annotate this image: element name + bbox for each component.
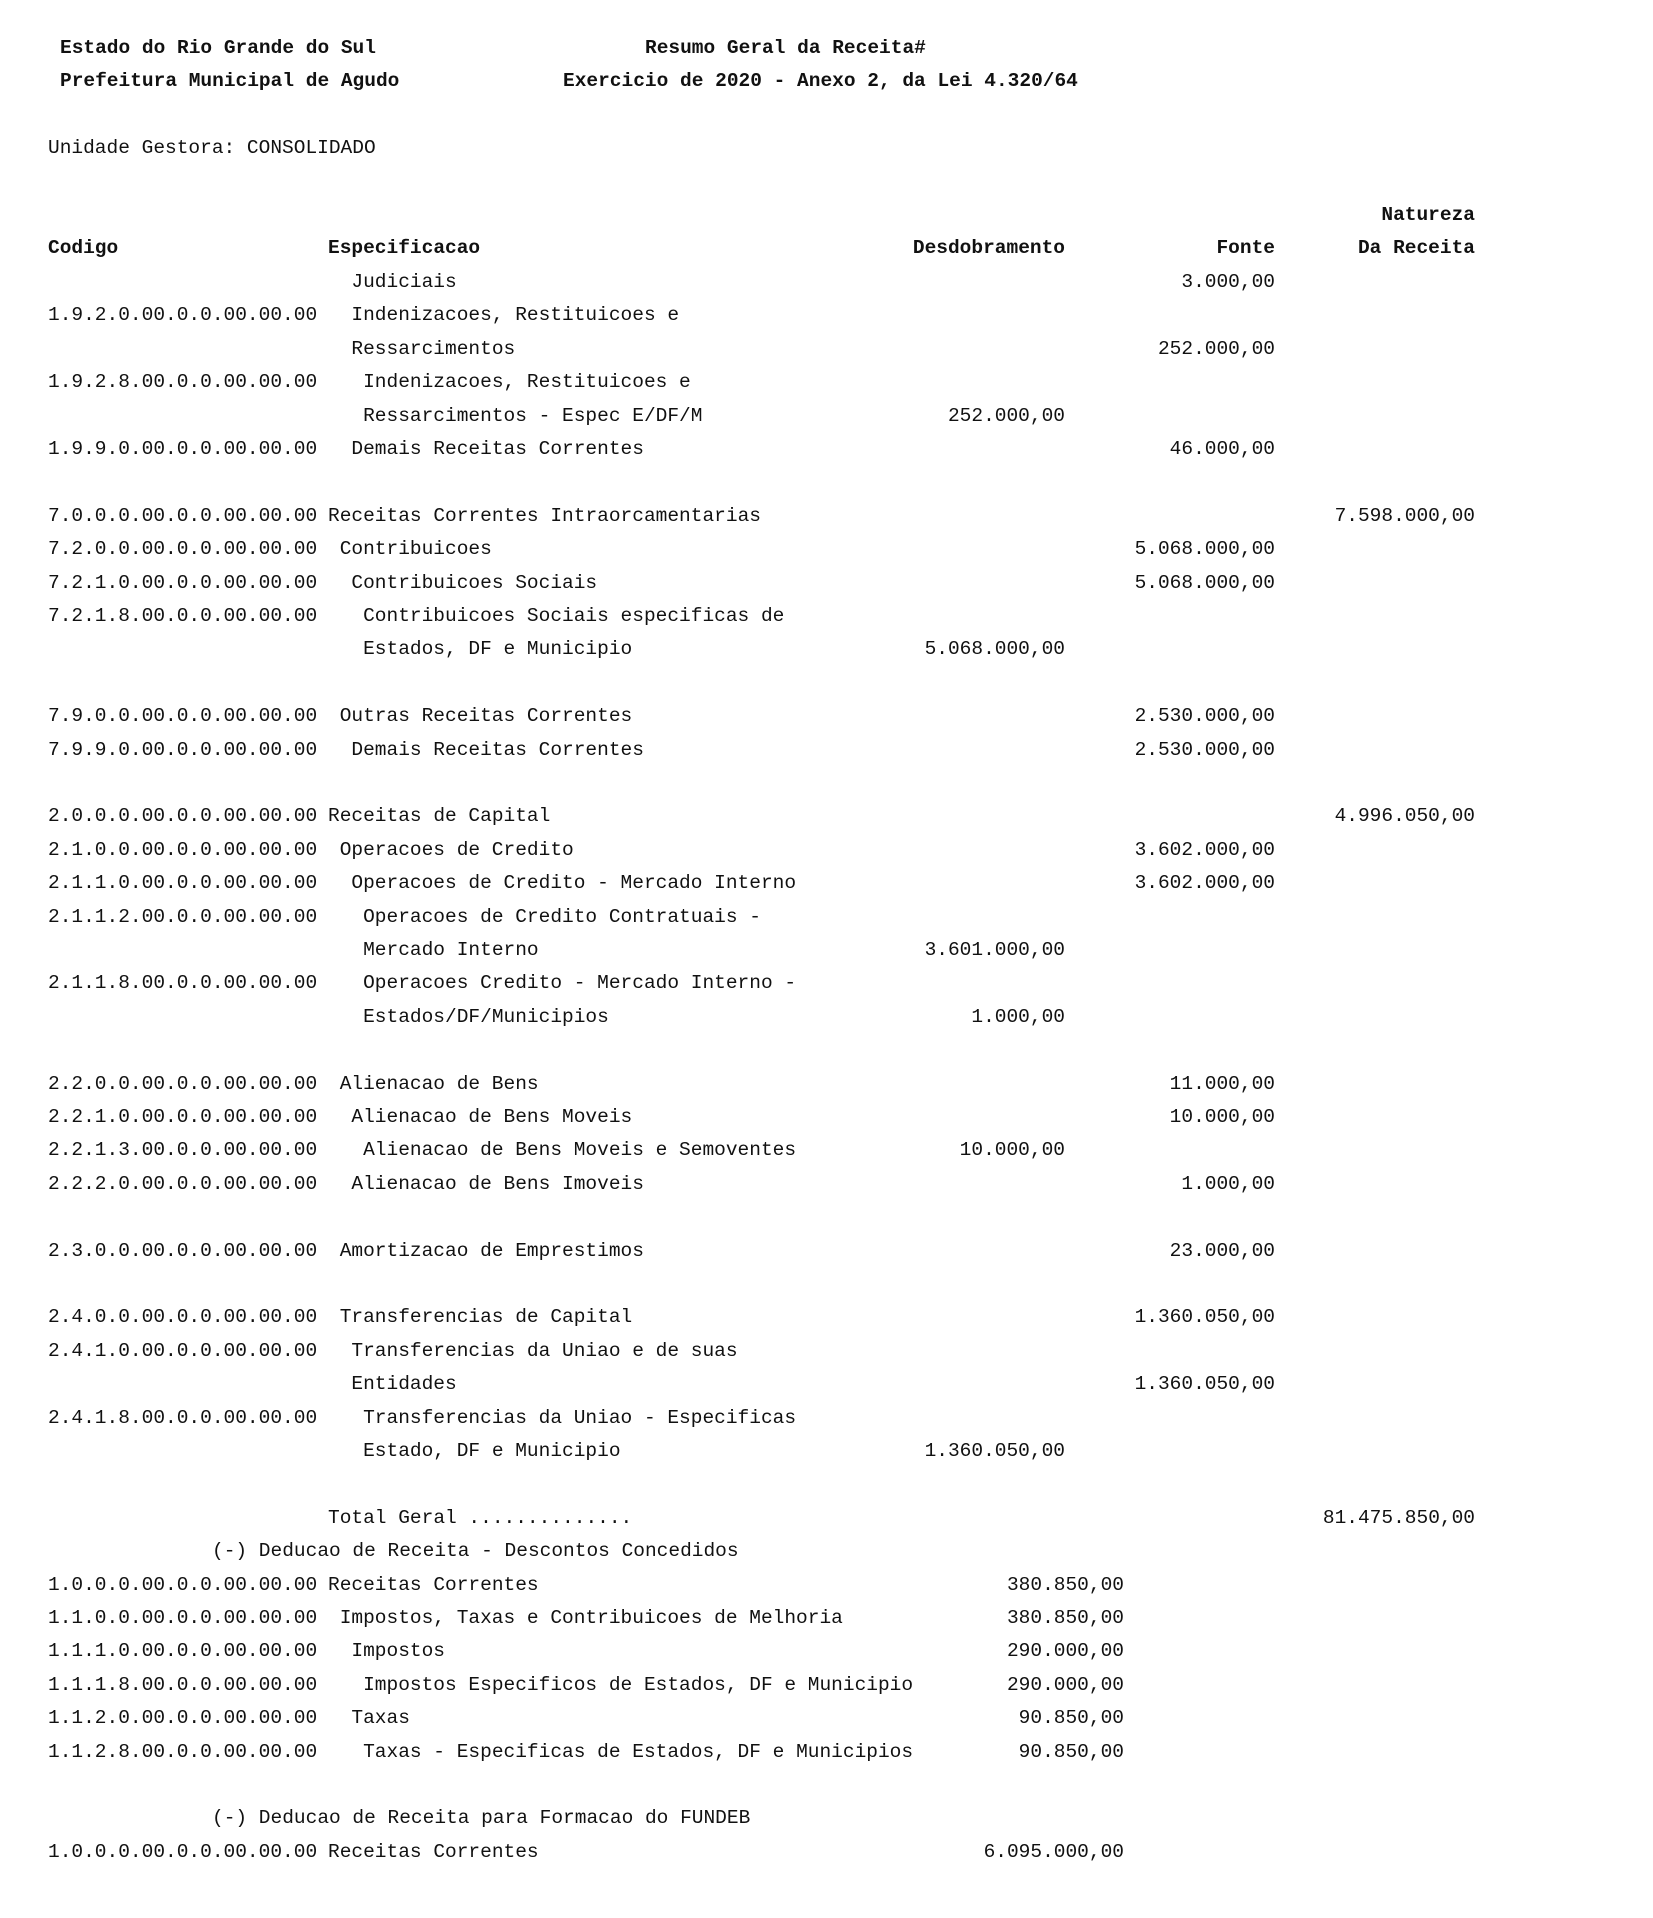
- row-code: 2.1.1.2.00.0.0.00.00.00: [48, 906, 318, 928]
- row-code: 1.9.9.0.00.0.0.00.00.00: [48, 438, 318, 460]
- row-description: Entidades: [351, 1373, 457, 1395]
- row-description: Ressarcimentos - Espec E/DF/M: [363, 405, 703, 427]
- row-code: 1.9.2.8.00.0.0.00.00.00: [48, 371, 318, 393]
- row-code: 2.3.0.0.00.0.0.00.00.00: [48, 1240, 318, 1262]
- row-fonte: 23.000,00: [1169, 1240, 1275, 1262]
- row-code: 2.2.1.0.00.0.0.00.00.00: [48, 1106, 318, 1128]
- row-description: Amortizacao de Emprestimos: [339, 1240, 644, 1262]
- row-code: 2.1.0.0.00.0.0.00.00.00: [48, 839, 318, 861]
- row-code: 7.9.9.0.00.0.0.00.00.00: [48, 739, 318, 761]
- row-description: Impostos: [351, 1640, 446, 1662]
- row-fonte: 3.000,00: [1181, 271, 1275, 293]
- row-description: Operacoes Credito - Mercado Interno -: [363, 972, 797, 994]
- row-natureza: 81.475.850,00: [1322, 1507, 1475, 1529]
- row-description: Transferencias da Uniao - Especificas: [363, 1407, 797, 1429]
- row-description: Estados/DF/Municipios: [363, 1006, 609, 1028]
- row-fonte: 3.602.000,00: [1134, 839, 1275, 861]
- row-description: Receitas Correntes Intraorcamentarias: [328, 505, 761, 527]
- row-code: 2.4.0.0.00.0.0.00.00.00: [48, 1306, 318, 1328]
- row-fonte: 3.602.000,00: [1134, 872, 1275, 894]
- row-desdobramento: 252.000,00: [947, 405, 1065, 427]
- row-code: 2.1.1.0.00.0.0.00.00.00: [48, 872, 318, 894]
- row-description: Indenizacoes, Restituicoes e: [351, 304, 680, 326]
- row-code: 2.1.1.8.00.0.0.00.00.00: [48, 972, 318, 994]
- row-description: Judiciais: [351, 271, 457, 293]
- row-description: Receitas Correntes: [328, 1841, 539, 1863]
- row-value: 90.850,00: [1018, 1707, 1124, 1729]
- row-fonte: 46.000,00: [1169, 438, 1275, 460]
- col-desdobramento: Desdobramento: [912, 237, 1065, 259]
- row-code: 2.2.2.0.00.0.0.00.00.00: [48, 1173, 318, 1195]
- row-description: Taxas: [351, 1707, 410, 1729]
- col-codigo: Codigo: [48, 237, 119, 259]
- row-description: Taxas - Especificas de Estados, DF e Municipios: [363, 1741, 914, 1763]
- prefeitura-name: Prefeitura Municipal de Agudo: [60, 70, 400, 92]
- state-name: Estado do Rio Grande do Sul: [60, 37, 376, 59]
- report-title: Resumo Geral da Receita#: [645, 37, 926, 59]
- deducao-title: (-) Deducao de Receita para Formacao do FUNDEB: [212, 1807, 751, 1829]
- row-code: 2.2.0.0.00.0.0.00.00.00: [48, 1073, 318, 1095]
- unidade-gestora: Unidade Gestora: CONSOLIDADO: [48, 137, 376, 159]
- row-code: 2.4.1.0.00.0.0.00.00.00: [48, 1340, 318, 1362]
- row-code: 1.0.0.0.00.0.0.00.00.00: [48, 1841, 318, 1863]
- row-description: Alienacao de Bens Moveis: [351, 1106, 633, 1128]
- row-description: Contribuicoes: [339, 538, 492, 560]
- row-description: Operacoes de Credito Contratuais -: [363, 906, 761, 928]
- row-code: 7.9.0.0.00.0.0.00.00.00: [48, 705, 318, 727]
- row-code: 1.1.2.0.00.0.0.00.00.00: [48, 1707, 318, 1729]
- row-description: Operacoes de Credito - Mercado Interno: [351, 872, 797, 894]
- row-fonte: 252.000,00: [1157, 338, 1275, 360]
- row-code: 7.2.0.0.00.0.0.00.00.00: [48, 538, 318, 560]
- row-fonte: 2.530.000,00: [1134, 705, 1275, 727]
- row-desdobramento: 5.068.000,00: [924, 638, 1065, 660]
- row-value: 90.850,00: [1018, 1741, 1124, 1763]
- row-description: Impostos, Taxas e Contribuicoes de Melhoria: [339, 1607, 843, 1629]
- row-description: Total Geral ..............: [328, 1507, 633, 1529]
- row-code: 1.1.0.0.00.0.0.00.00.00: [48, 1607, 318, 1629]
- row-description: Contribuicoes Sociais: [351, 572, 598, 594]
- row-natureza: 7.598.000,00: [1334, 505, 1475, 527]
- row-description: Demais Receitas Correntes: [351, 739, 644, 761]
- row-description: Alienacao de Bens: [339, 1073, 539, 1095]
- row-description: Indenizacoes, Restituicoes e: [363, 371, 691, 393]
- row-fonte: 10.000,00: [1169, 1106, 1275, 1128]
- row-code: 7.0.0.0.00.0.0.00.00.00: [48, 505, 318, 527]
- row-description: Operacoes de Credito: [339, 839, 574, 861]
- row-description: Alienacao de Bens Moveis e Semoventes: [363, 1139, 797, 1161]
- row-description: Transferencias de Capital: [339, 1306, 633, 1328]
- row-code: 2.0.0.0.00.0.0.00.00.00: [48, 805, 318, 827]
- row-desdobramento: 3.601.000,00: [924, 939, 1065, 961]
- deducao-title: (-) Deducao de Receita - Descontos Concedidos: [212, 1540, 739, 1562]
- row-fonte: 1.360.050,00: [1134, 1306, 1275, 1328]
- row-value: 290.000,00: [1006, 1674, 1124, 1696]
- row-code: 7.2.1.8.00.0.0.00.00.00: [48, 605, 318, 627]
- row-fonte: 5.068.000,00: [1134, 572, 1275, 594]
- row-description: Ressarcimentos: [351, 338, 516, 360]
- row-description: Transferencias da Uniao e de suas: [351, 1340, 738, 1362]
- row-fonte: 1.000,00: [1181, 1173, 1275, 1195]
- row-value: 380.850,00: [1006, 1574, 1124, 1596]
- col-natureza: Natureza: [1381, 204, 1475, 226]
- row-code: 1.9.2.0.00.0.0.00.00.00: [48, 304, 318, 326]
- row-code: 1.1.1.8.00.0.0.00.00.00: [48, 1674, 318, 1696]
- report-subtitle: Exercicio de 2020 - Anexo 2, da Lei 4.320/64: [563, 70, 1078, 92]
- row-code: 1.0.0.0.00.0.0.00.00.00: [48, 1574, 318, 1596]
- row-code: 2.4.1.8.00.0.0.00.00.00: [48, 1407, 318, 1429]
- row-description: Outras Receitas Correntes: [339, 705, 633, 727]
- row-desdobramento: 1.360.050,00: [924, 1440, 1065, 1462]
- row-code: 1.1.2.8.00.0.0.00.00.00: [48, 1741, 318, 1763]
- row-fonte: 1.360.050,00: [1134, 1373, 1275, 1395]
- row-fonte: 5.068.000,00: [1134, 538, 1275, 560]
- row-description: Estados, DF e Municipio: [363, 638, 633, 660]
- row-desdobramento: 1.000,00: [971, 1006, 1065, 1028]
- row-code: 1.1.1.0.00.0.0.00.00.00: [48, 1640, 318, 1662]
- row-desdobramento: 10.000,00: [959, 1139, 1065, 1161]
- row-value: 290.000,00: [1006, 1640, 1124, 1662]
- row-value: 380.850,00: [1006, 1607, 1124, 1629]
- row-code: 7.2.1.0.00.0.0.00.00.00: [48, 572, 318, 594]
- row-natureza: 4.996.050,00: [1334, 805, 1475, 827]
- row-description: Contribuicoes Sociais especificas de: [363, 605, 785, 627]
- col-da-receita: Da Receita: [1357, 237, 1475, 259]
- row-code: 2.2.1.3.00.0.0.00.00.00: [48, 1139, 318, 1161]
- row-description: Mercado Interno: [363, 939, 539, 961]
- row-description: Demais Receitas Correntes: [351, 438, 644, 460]
- row-description: Impostos Especificos de Estados, DF e Municipio: [363, 1674, 914, 1696]
- row-fonte: 2.530.000,00: [1134, 739, 1275, 761]
- row-description: Receitas Correntes: [328, 1574, 539, 1596]
- col-fonte: Fonte: [1216, 237, 1275, 259]
- row-fonte: 11.000,00: [1169, 1073, 1275, 1095]
- row-description: Alienacao de Bens Imoveis: [351, 1173, 644, 1195]
- col-especificacao: Especificacao: [328, 237, 481, 259]
- row-description: Estado, DF e Municipio: [363, 1440, 621, 1462]
- row-value: 6.095.000,00: [983, 1841, 1124, 1863]
- row-description: Receitas de Capital: [328, 805, 551, 827]
